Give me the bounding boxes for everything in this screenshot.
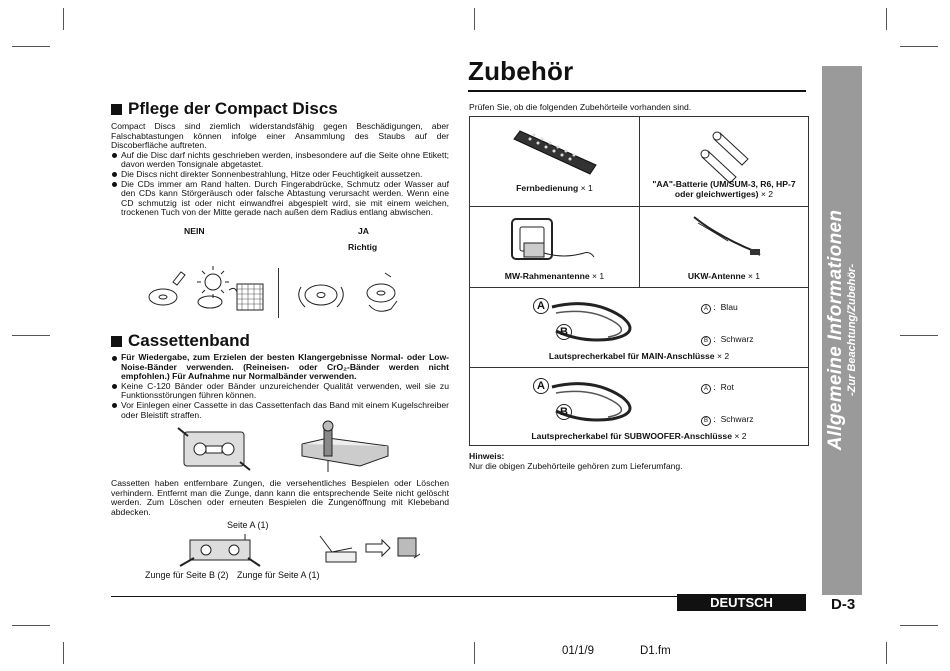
label-seite-a: Seite A (1) (227, 520, 269, 530)
cd-correct-handling-illustration (293, 265, 413, 315)
marker-a: A (533, 378, 549, 394)
fm-antenna-image (688, 211, 768, 263)
sub-b-color: B : Schwarz (701, 415, 754, 426)
illustration-divider (278, 268, 279, 318)
label-ja: JA (358, 226, 369, 236)
title-rule (468, 90, 806, 92)
caption-fernbedienung: Fernbedienung × 1 (516, 183, 593, 193)
caption-main-cable: Lautsprecherkabel für MAIN-Anschlüsse × 2 (548, 351, 730, 361)
square-bullet-icon (111, 104, 122, 115)
sidebar-text (826, 210, 858, 451)
marker-b: B (556, 404, 572, 420)
cassette-bullet-bold: Für Wiedergabe, zum Erzielen der besten Klangergebnisse Normal- oder Low-Noise-Bänder verwenden. (Reineisen- oder CrO₂-Bänder werden nicht empfohlen.) Für Aufnahme nur Normalbänder verwenden. (111, 353, 449, 382)
main-a-color: A : Blau (701, 303, 738, 314)
cassette-heading-text: Cassettenband (128, 331, 250, 350)
cd-wrong-handling-illustration (145, 262, 275, 314)
pflege-bullet-1: Auf die Disc darf nichts geschrieben werden, insbesondere auf die Seite ohne Etikett; davon werden Tonsignale abgetastet. (111, 151, 449, 170)
square-bullet-icon (111, 336, 122, 347)
main-b-color: B : Schwarz (701, 335, 754, 346)
pflege-bullet-2: Die Discs nicht direkter Sonnenbestrahlung, Hitze oder Feuchtigkeit aussetzen. (111, 170, 449, 180)
pflege-heading-text: Pflege der Compact Discs (128, 99, 338, 118)
hinweis-text: Nur die obigen Zubehörteile gehören zum Lieferumfang. (469, 461, 683, 471)
footer-file: D1.fm (640, 645, 671, 657)
section-heading-pflege (111, 99, 338, 119)
caption-subwoofer-cable: Lautsprecherkabel für SUBWOOFER-Anschlüsse × 2 (531, 431, 747, 441)
caption-mw: MW-Rahmenantenne × 1 (504, 271, 605, 281)
pflege-bullet-3: Die CDs immer am Rand halten. Durch Fingerabdrücke, Schmutz oder Wasser auf den CDs kann Störgeräusch oder falsche Abtastung verursacht werden. Wenn eine CD schmutzig ist oder nicht einwandfrei abgespielt wird, sie mit einem weichen, trockenen Tuch von der Mitte gerade nach außen dem Radius entlang abwischen. (111, 180, 449, 218)
caption-ukw: UKW-Antenne × 1 (687, 271, 761, 281)
cassette-tension-illustration (178, 422, 408, 477)
remote-control-image (510, 125, 600, 180)
page-title: Zubehör (468, 56, 574, 86)
pflege-body (111, 122, 449, 218)
pflege-intro: Compact Discs sind ziemlich widerstandsfähig gegen Beschädigungen, aber Falschabtastungen können infolge einer Ansammlung des Staubs auf der Discoberfläche auftreten. (111, 121, 449, 151)
subwoofer-speaker-cable-image (534, 375, 644, 427)
label-zunge-b: Zunge für Seite B (2) (145, 570, 229, 580)
cassette-bullet-1: Keine C-120 Bänder oder Bänder unzureichender Qualität verwenden, weil sie zu Funktionsstörungen führen können. (111, 382, 449, 401)
language-tab: DEUTSCH (677, 594, 806, 611)
label-zunge-a: Zunge für Seite A (1) (237, 570, 320, 580)
mw-loop-antenna-image (500, 213, 600, 269)
caption-batterie: "AA"-Batterie (UM/SUM-3, R6, HP-7 oder gleichwertiges) × 2 (652, 179, 796, 199)
marker-b: B (556, 324, 572, 340)
sidebar-subtitle: -Zur Beachtung/Zubehör- (846, 264, 858, 397)
label-richtig: Richtig (348, 242, 378, 252)
cassette-body (111, 353, 449, 420)
hinweis-title: Hinweis: (469, 451, 505, 461)
marker-a: A (533, 298, 549, 314)
sub-a-color: A : Rot (701, 383, 734, 394)
footer-date: 01/1/9 (562, 645, 594, 657)
sidebar-main-title: Allgemeine Informationen (825, 209, 846, 451)
zubehoer-intro: Prüfen Sie, ob die folgenden Zubehörteile vorhanden sind. (469, 102, 692, 112)
main-speaker-cable-image (534, 295, 644, 347)
page-number: D-3 (831, 596, 856, 613)
batteries-image (698, 123, 758, 183)
cassette-paragraph: Cassetten haben entfernbare Zungen, die versehentliches Bespielen oder Löschen verhindern. Entfernt man die Zunge, dann kann die entsprechende Seite nicht gelöscht werden. Zum Löschen oder erneuten Bespielen die Zungenöffnung mit Klebeband abdecken. (111, 478, 449, 517)
cassette-tab-illustration (150, 530, 435, 570)
label-nein: NEIN (184, 226, 205, 236)
accessories-table (469, 116, 809, 446)
cassette-bullet-2: Vor Einlegen einer Cassette in das Cassettenfach das Band mit einem Kugelschreiber oder Bleistift straffen. (111, 401, 449, 420)
section-heading-cassette (111, 331, 250, 351)
